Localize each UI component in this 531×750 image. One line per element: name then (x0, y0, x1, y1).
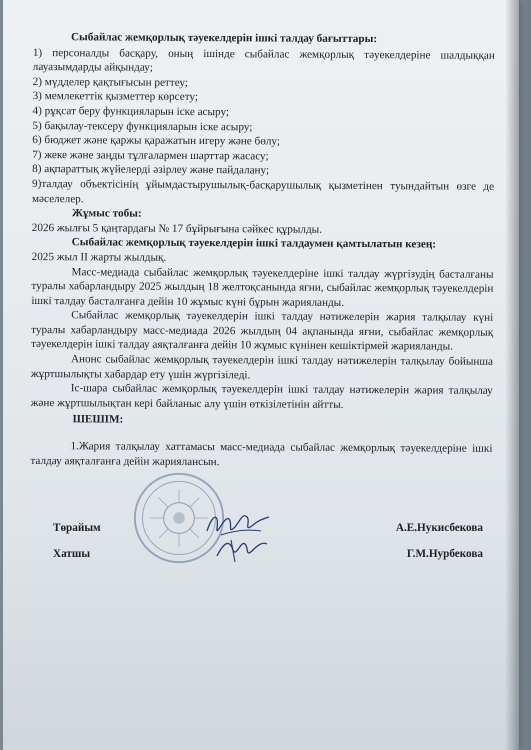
direction-item: 7) жеке және заңды тұлғалармен шарттар жасасу; (32, 148, 269, 163)
direction-item: 4) рұқсат беру функцияларын іске асыру; (32, 104, 230, 119)
paragraph: Масс-медиада сыбайлас жемқорлық тәуекелдеріне ішкі талдау жүргізудің басталғаны туралы хабарландыру 2025 жылдың 18 желтоқсанында яғни, сыбайлас жемқорлық тәуекелдерін ішкі талдау басталғанға дейін 10 жұмыс күні бұрын жарияланды. (31, 265, 494, 309)
working-group-label: Жұмыс тобы: (71, 207, 142, 220)
directions-list (32, 46, 495, 209)
document-body (30, 30, 495, 471)
period-value: 2025 жыл II жарты жылдық. (31, 250, 167, 264)
section-title: Сыбайлас жемқорлық тәуекелдерін ішкі талдау бағыттары: (70, 31, 378, 46)
direction-item: 3) мемлекеттік қызметтер көрсету; (32, 90, 199, 104)
paragraph: Сыбайлас жемқорлық тәуекелдерін ішкі талдау нәтижелерін жария талқылау күні туралы хабарландыру масс-медиада 2026 жылдың 04 ақпанында яғни, сыбайлас жемқорлық тәуекелдерін ішкі талдау аяқталғанға дейін 10 жұмыс күнінен кешіктірмей жарияланды. (31, 309, 494, 354)
period-label: Сыбайлас жемқорлық тәуекелдерін ішкі талдаумен қамтылатын кезең: (71, 236, 437, 251)
paragraph: Анонс сыбайлас жемқорлық тәуекелдерін ішкі талдау нәтижелерін талқылау бойынша жұртшылықты хабардар ету үшін жүргізіледі. (30, 353, 494, 381)
direction-item: 5) бақылау-тексеру функцияларын іске асыру; (32, 119, 253, 133)
direction-item: 2) мүдделер қақтығысын реттеу; (32, 75, 188, 89)
paragraph: Іс-шара сыбайлас жемқорлық тәуекелдерін ішкі талдау нәтижелерін жария талқылау және жұртшылықтан кері байланыс алу үшін өткізілетінін айтты. (30, 382, 493, 411)
chair-name: А.Е.Нукисбекова (395, 522, 483, 534)
direction-item: 9)талдау объектісінің ұйымдастырушылық-басқарушылық қызметінен туындайтын өзге де мәселелер. (31, 177, 495, 205)
decision-title: ШЕШІМ: (72, 413, 124, 426)
page-edge-shadow (505, 0, 519, 750)
direction-item: 6) бюджет және қаржы қаражатын игеру және бөлу; (32, 134, 281, 148)
secretary-name: Г.М.Нурбекова (406, 548, 483, 560)
chair-role: Төрайым (53, 522, 101, 534)
chair-signature-row (53, 522, 483, 540)
secretary-role: Хатшы (53, 548, 91, 560)
direction-item: 8) ақпараттық жүйелерді әзірлеу және пайдалану; (32, 163, 270, 177)
direction-item: 1) персоналды басқару, оның ішінде сыбайлас жемқорлық тәуекелдеріне шалдыққан лауазымдарды айқындау; (32, 46, 495, 74)
document-page (3, 0, 519, 750)
working-group-text: 2026 жылғы 5 қаңтардағы № 17 бұйрығына сәйкес құрылды. (31, 221, 323, 236)
secretary-signature-row (53, 548, 483, 566)
decision-item: 1.Жария талқылау хаттамасы масс-медиада сыбайлас жемқорлық тәуекелдеріне ішкі талдау аяқталғанға дейін жариялансын. (30, 440, 493, 468)
